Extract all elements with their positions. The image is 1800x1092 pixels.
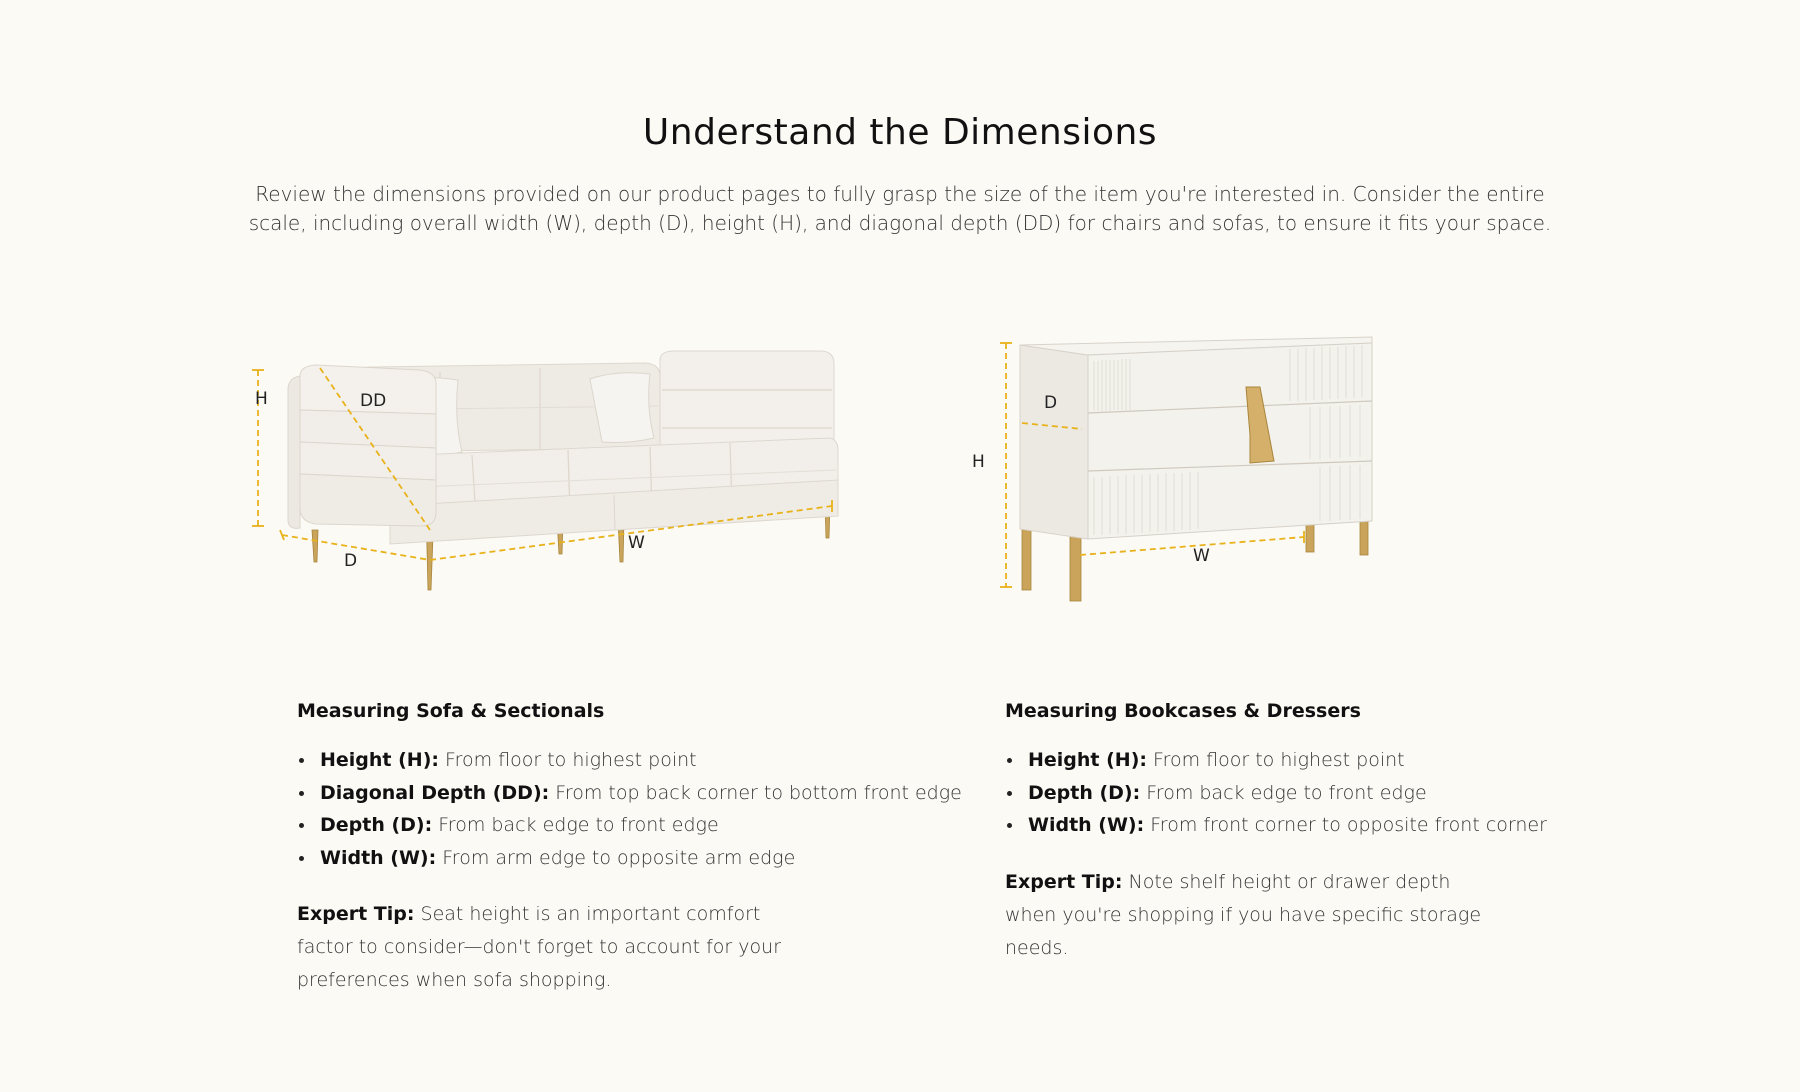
width-label: W xyxy=(628,533,645,553)
sofa-illustration xyxy=(240,330,880,600)
dresser-illustration xyxy=(960,325,1390,615)
depth-label: D xyxy=(1044,393,1058,413)
dresser-measure-list xyxy=(1005,744,1565,842)
sofa-expert-tip: Expert Tip: Seat height is an important comfort factor to consider—don't forget to account for your preferences when sofa shopping. xyxy=(297,903,781,991)
height-label: H xyxy=(255,389,268,409)
width-label: W xyxy=(1193,546,1210,566)
intro-paragraph: Review the dimensions provided on our product pages to fully grasp the size of the item you're interested in. Consider the entire scale, including overall width (W), depth (D), height (H), and diagonal depth (DD) for chairs and sofas, to ensure it fits your space. xyxy=(248,182,1552,235)
list-item: Depth (D): From back edge to front edge xyxy=(1005,777,1565,810)
list-item: Width (W): From arm edge to opposite arm edge xyxy=(297,842,937,875)
sofa-dimension-figure xyxy=(240,330,880,600)
list-item: Width (W): From front corner to opposite front corner xyxy=(1005,809,1565,842)
dresser-section-heading: Measuring Bookcases & Dressers xyxy=(1005,700,1361,722)
diagonal-depth-label: DD xyxy=(360,391,387,411)
height-label: H xyxy=(972,452,985,472)
dresser-dimension-figure xyxy=(960,325,1390,615)
list-item: Depth (D): From back edge to front edge xyxy=(297,809,937,842)
list-item: Diagonal Depth (DD): From top back corner to bottom front edge xyxy=(297,777,937,810)
dresser-expert-tip: Expert Tip: Note shelf height or drawer depth when you're shopping if you have specific storage needs. xyxy=(1005,870,1482,959)
dresser-measuring-section xyxy=(1005,700,1565,984)
sofa-section-heading: Measuring Sofa & Sectionals xyxy=(297,700,605,722)
sofa-leg xyxy=(312,530,318,562)
list-item: Height (H): From floor to highest point xyxy=(1005,744,1565,777)
page-title: Understand the Dimensions xyxy=(642,112,1158,154)
width-line xyxy=(1080,537,1304,555)
sofa-measuring-section xyxy=(297,700,962,1016)
depth-label: D xyxy=(344,551,358,571)
sofa-measure-list xyxy=(297,744,962,874)
list-item: Height (H): From floor to highest point xyxy=(297,744,937,777)
